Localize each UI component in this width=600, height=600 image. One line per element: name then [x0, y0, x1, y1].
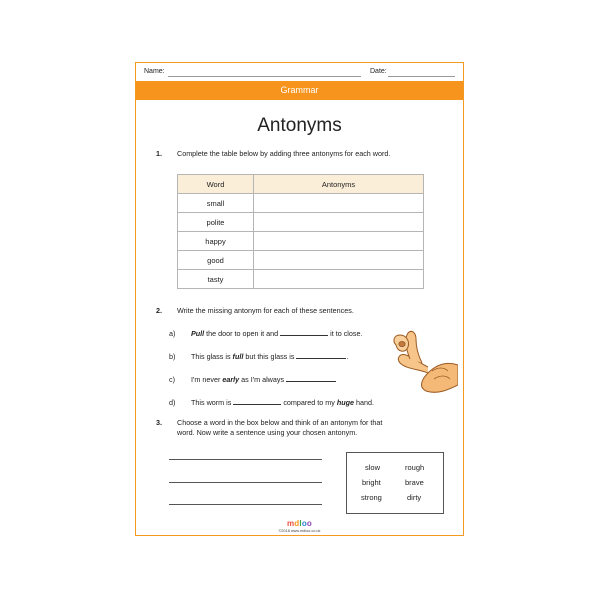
sentence-a-part-1: the door to open it and — [204, 329, 281, 338]
logo-letter: o — [301, 519, 307, 528]
word-box-item: strong — [361, 493, 382, 502]
table-header-row — [178, 175, 424, 194]
date-label: Date: — [370, 68, 387, 75]
question-2-text: Write the missing antonym for each of these sentences. — [177, 306, 354, 315]
antonyms-answer-cell[interactable] — [254, 251, 424, 270]
question-1-text: Complete the table below by adding three antonyms for each word. — [177, 149, 391, 158]
sentence-b-blank[interactable] — [296, 358, 346, 359]
sentence-b-part-2: but this glass is — [243, 352, 297, 361]
sentence-d-body — [191, 398, 374, 407]
sentence-c-part-1: I'm never — [191, 375, 223, 384]
word-cell: happy — [178, 232, 254, 251]
writing-line[interactable] — [169, 504, 322, 505]
sentence-d-part-3: hand. — [354, 398, 375, 407]
sentence-a-letter: a) — [169, 329, 176, 338]
antonyms-answer-cell[interactable] — [254, 270, 424, 289]
word-cell: tasty — [178, 270, 254, 289]
word-box-item: rough — [405, 463, 425, 472]
name-field-line[interactable] — [168, 76, 361, 77]
word-box-item: brave — [405, 478, 424, 487]
worksheet — [135, 62, 464, 536]
sentence-b-part-3: . — [346, 352, 349, 361]
antonyms-table — [177, 174, 424, 289]
table-row — [178, 232, 424, 251]
word-cell: good — [178, 251, 254, 270]
question-1-number: 1. — [156, 149, 162, 158]
sentence-a-blank[interactable] — [280, 335, 328, 336]
page-title: Antonyms — [257, 115, 342, 136]
logo-letter: m — [286, 519, 295, 528]
antonyms-answer-cell[interactable] — [254, 194, 424, 213]
question-3 — [156, 418, 456, 440]
sentence-b-body — [191, 352, 348, 361]
antonyms-answer-cell[interactable] — [254, 232, 424, 251]
word-box-item: bright — [362, 478, 381, 487]
question-2 — [156, 306, 456, 316]
word-box — [346, 452, 444, 514]
sentence-d-part-2: compared to my — [281, 398, 337, 407]
column-header-word: Word — [178, 175, 254, 194]
question-3-text-line-2: word. Now write a sentence using your chosen antonym. — [177, 428, 358, 437]
word-box-item: slow — [365, 463, 381, 472]
grammar-banner: Grammar — [136, 81, 463, 100]
sentence-c-letter: c) — [169, 375, 175, 384]
sentence-d-letter: d) — [169, 398, 176, 407]
name-label: Name: — [144, 68, 165, 75]
writing-line[interactable] — [169, 482, 322, 483]
sentence-b-part-1: This glass is — [191, 352, 233, 361]
name-date-bar — [136, 63, 463, 81]
sentence-d-part-1: This worm is — [191, 398, 234, 407]
question-1 — [156, 149, 456, 159]
column-header-antonyms: Antonyms — [254, 175, 424, 194]
sentence-a-bold-word: Pull — [191, 329, 205, 338]
hand-pinch-icon — [388, 325, 458, 393]
logo-letter: l — [299, 519, 302, 528]
sentence-b-letter: b) — [169, 352, 176, 361]
sentence-d-bold-word: huge — [336, 398, 355, 407]
sentence-a-body — [191, 329, 362, 338]
sentence-c-bold-word: early — [222, 375, 240, 384]
date-field-line[interactable] — [388, 76, 455, 77]
sentence-c-part-2: as I'm always — [239, 375, 287, 384]
word-cell: polite — [178, 213, 254, 232]
question-3-text-line-1: Choose a word in the box below and think of an antonym for that — [177, 418, 383, 427]
sentence-c-blank[interactable] — [286, 381, 336, 382]
table-row — [178, 270, 424, 289]
writing-line[interactable] — [169, 459, 322, 460]
sentence-b-bold-word: full — [232, 352, 244, 361]
word-cell: small — [178, 194, 254, 213]
sentence-d-blank[interactable] — [233, 404, 281, 405]
table-row — [178, 213, 424, 232]
copyright-text: ©2018 www.mdloo.co.uk — [278, 529, 321, 533]
logo-letter: d — [294, 519, 300, 528]
sentence-a-part-2: it to close. — [328, 329, 363, 338]
question-2-number: 2. — [156, 306, 162, 315]
antonyms-answer-cell[interactable] — [254, 213, 424, 232]
question-3-number: 3. — [156, 418, 162, 427]
brand-logo — [136, 519, 463, 528]
sentence-c-body — [191, 375, 336, 384]
table-row — [178, 251, 424, 270]
word-box-item: dirty — [407, 493, 422, 502]
logo-letter: o — [306, 519, 313, 528]
table-row — [178, 194, 424, 213]
